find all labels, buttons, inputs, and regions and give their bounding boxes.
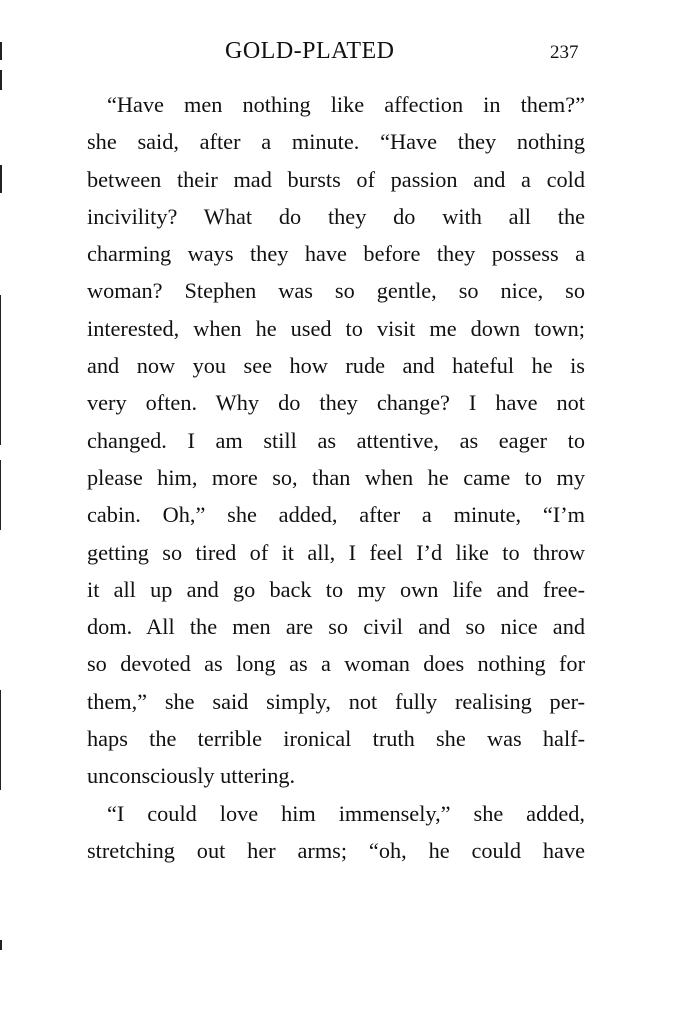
text-line: interested, when he used to visit me down town;	[87, 315, 585, 341]
text-line: cabin. Oh,” she added, after a minute, “I’m	[87, 502, 585, 528]
text-line: charming ways they have before they possess a	[87, 241, 585, 267]
text-line: dom. All the men are so civil and so nice and	[87, 614, 585, 640]
running-header-title: GOLD-PLATED	[225, 38, 395, 64]
text-line: getting so tired of it all, I feel I’d like to throw	[87, 539, 585, 565]
scan-edge-mark	[0, 165, 2, 193]
scan-edge-mark	[0, 70, 2, 90]
scan-edge-mark	[0, 295, 1, 445]
text-line: “I could love him immensely,” she added,	[107, 800, 585, 826]
text-line: woman? Stephen was so gentle, so nice, so	[87, 278, 585, 304]
scan-edge-mark	[0, 690, 1, 790]
text-line: so devoted as long as a woman does nothing for	[87, 651, 585, 677]
scan-edge-mark	[0, 940, 2, 950]
text-line: she said, after a minute. “Have they nothing	[87, 129, 585, 155]
scan-edge-mark	[0, 42, 2, 60]
text-line: stretching out her arms; “oh, he could have	[87, 837, 585, 863]
paragraph	[87, 795, 585, 870]
text-line: and now you see how rude and hateful he is	[87, 353, 585, 379]
text-line: unconsciously uttering.	[87, 763, 296, 789]
text-line: them,” she said simply, not fully realising per-	[87, 688, 585, 714]
text-line: it all up and go back to my own life and free-	[87, 576, 585, 602]
text-line: changed. I am still as attentive, as eager to	[87, 427, 585, 453]
text-line: between their mad bursts of passion and a cold	[87, 166, 585, 192]
paragraph	[87, 86, 585, 795]
text-line: very often. Why do they change? I have not	[87, 390, 585, 416]
body-text	[87, 86, 585, 869]
scan-edge-mark	[0, 460, 1, 530]
text-line: please him, more so, than when he came to my	[87, 464, 585, 490]
text-line: “Have men nothing like affection in them?”	[107, 92, 585, 117]
text-line: incivility? What do they do with all the	[87, 203, 585, 229]
text-line: haps the terrible ironical truth she was half-	[87, 726, 585, 752]
page-number: 237	[550, 42, 579, 63]
